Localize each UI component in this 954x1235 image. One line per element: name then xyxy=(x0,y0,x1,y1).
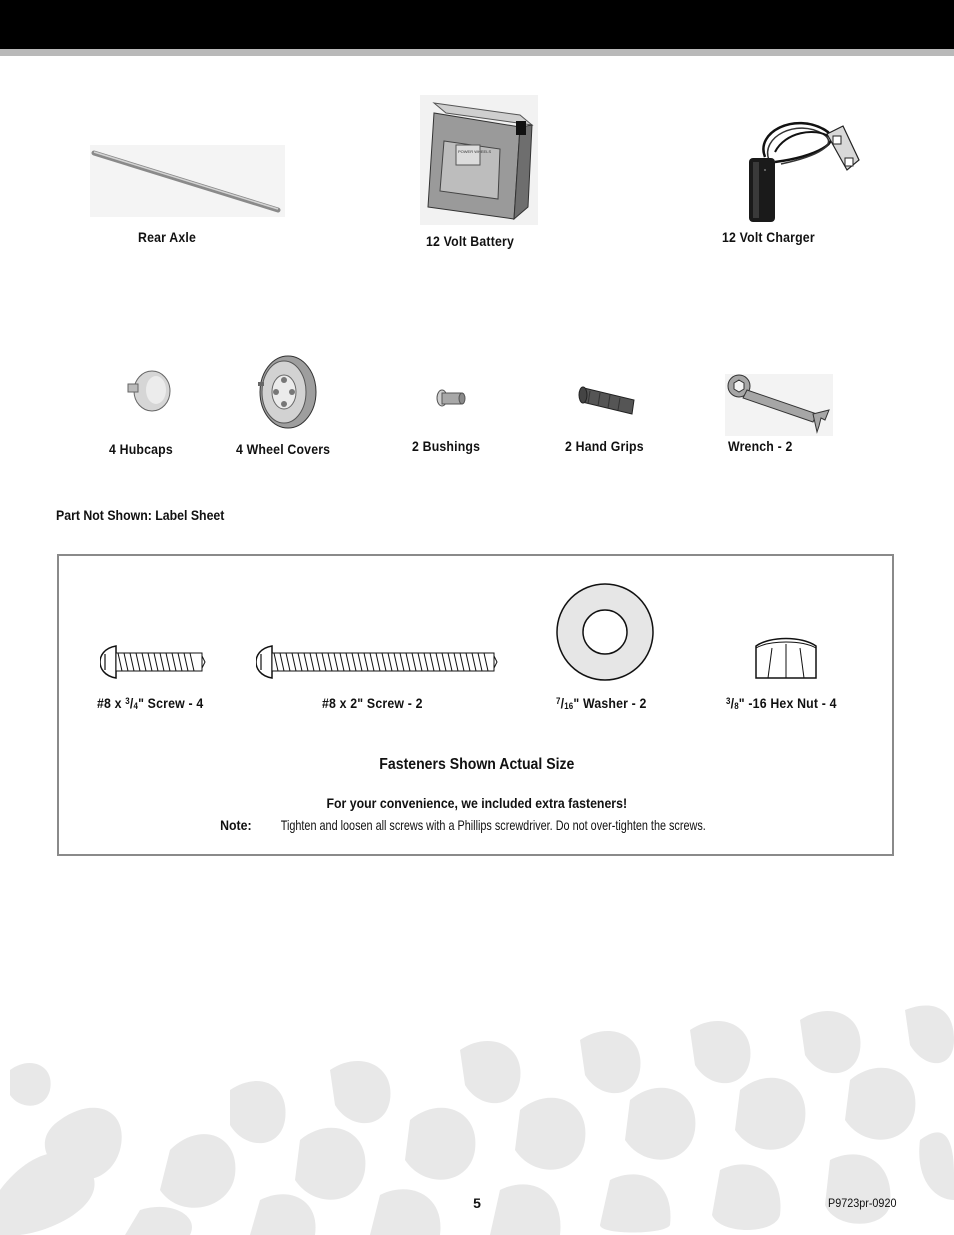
charger-image xyxy=(735,112,865,227)
short-screw-prefix: #8 x xyxy=(97,695,126,711)
rear-axle-label: Rear Axle xyxy=(138,229,196,245)
washer-denominator: 16 xyxy=(564,701,574,711)
battery-image xyxy=(420,95,538,225)
hubcaps-label: 4 Hubcaps xyxy=(109,441,173,457)
hex-nut-numerator: 3 xyxy=(726,696,731,706)
washer-numerator: 7 xyxy=(556,696,561,706)
wrench-label: Wrench - 2 xyxy=(728,438,793,454)
short-screw-suffix: " Screw - 4 xyxy=(138,695,204,711)
convenience-text: For your convenience, we included extra fasteners! xyxy=(326,795,628,811)
battery-brand-text: POWER WHEELS xyxy=(458,149,492,154)
hubcap-image xyxy=(124,368,174,414)
fasteners-box-title-text: Fasteners Shown Actual Size xyxy=(379,756,575,773)
short-screw-numerator: 3 xyxy=(125,696,130,706)
long-screw-image xyxy=(256,644,500,680)
fasteners-box-title xyxy=(0,756,954,774)
battery-label: 12 Volt Battery xyxy=(426,233,514,249)
charger-label: 12 Volt Charger xyxy=(722,229,815,245)
washer-suffix: " Washer - 2 xyxy=(573,695,647,711)
hex-nut-denominator: 8 xyxy=(734,701,739,711)
short-screw-label: #8 x $^3/_4$" Screw - 4 xyxy=(97,695,204,711)
hand-grip-image xyxy=(578,380,638,420)
hex-nut-image xyxy=(750,632,822,682)
hex-nut-suffix: " -16 Hex Nut - 4 xyxy=(738,695,837,711)
long-screw-label: #8 x 2" Screw - 2 xyxy=(322,695,423,711)
hand-grips-label: 2 Hand Grips xyxy=(565,438,644,454)
bushing-image xyxy=(432,386,468,412)
bushings-label: 2 Bushings xyxy=(412,438,481,454)
note-label: Note: xyxy=(219,817,252,833)
hex-nut-label: $^3/_8$" -16 Hex Nut - 4 xyxy=(726,695,837,711)
header-rule xyxy=(0,49,954,56)
document-code: P9723pr-0920 xyxy=(828,1196,897,1210)
wheel-cover-image xyxy=(254,352,320,430)
washer-image xyxy=(554,582,656,682)
part-not-shown-note: Part Not Shown: Label Sheet xyxy=(56,507,225,523)
short-screw-image xyxy=(100,644,206,680)
washer-label: $^7/_{16}$" Washer - 2 xyxy=(556,695,647,711)
note-text: Tighten and loosen all screws with a Phillips screwdriver. Do not over-tighten the screws. xyxy=(280,817,706,833)
header-bar xyxy=(0,0,954,49)
rear-axle-image xyxy=(90,145,285,220)
page-number: 5 xyxy=(473,1195,481,1211)
convenience-line xyxy=(0,795,954,811)
wrench-image xyxy=(725,374,833,436)
wheel-covers-label: 4 Wheel Covers xyxy=(236,441,331,457)
short-screw-denominator: 4 xyxy=(133,701,139,711)
note-line xyxy=(0,817,954,833)
